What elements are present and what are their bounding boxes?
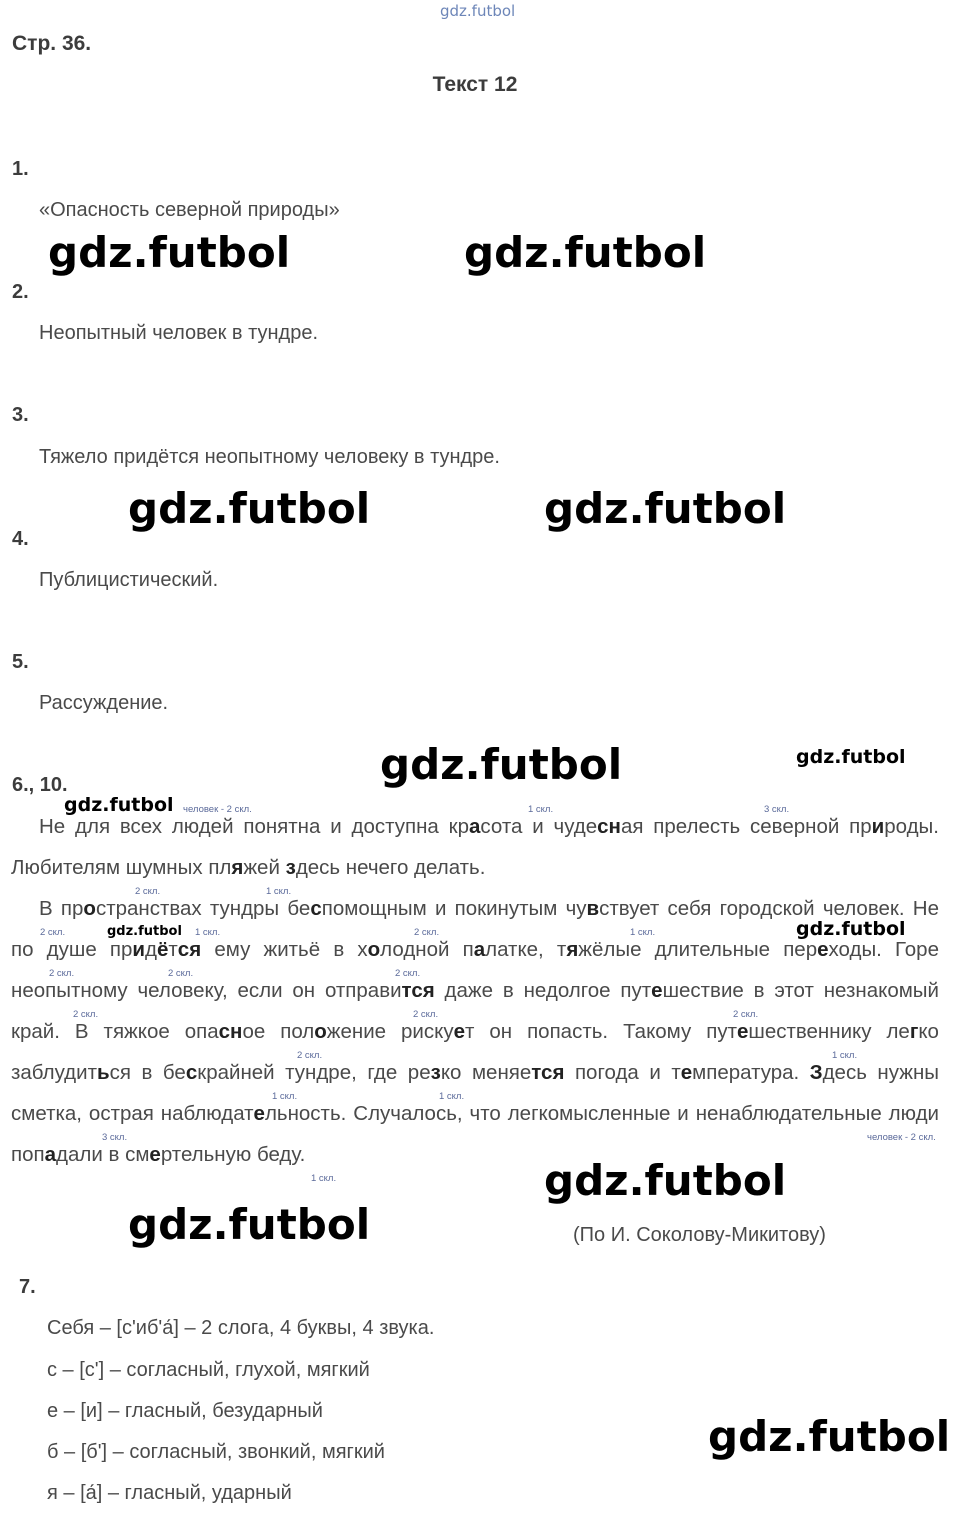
answer-3-text: Тяжело придётся неопытному человеку в тундре. (39, 446, 500, 468)
watermark: gdz.futbol (796, 746, 906, 768)
phonetic-line-s: с – [с'] – согласный, глухой, мягкий (47, 1359, 370, 1381)
highlighted-letters: и (132, 938, 146, 961)
text-segment: шественнику ле (748, 1020, 910, 1043)
declension-note: 3 скл. (102, 1132, 128, 1143)
highlighted-letters: а (44, 1143, 57, 1166)
text-title: Текст 12 (432, 73, 518, 96)
watermark: gdz.futbol (48, 228, 291, 277)
text-segment: помощным и покинутым чу (321, 897, 587, 920)
text-author: (По И. Соколову-Микитову) (573, 1224, 826, 1246)
highlighted-letters: ся (177, 938, 202, 961)
text-segment: д (145, 938, 157, 961)
watermark: gdz.futbol (64, 794, 174, 816)
declension-note: 1 скл. (630, 927, 656, 938)
text-segment: т он попасть. Такому пут (465, 1020, 737, 1043)
phonetic-summary: Себя – [с'иб'а́] – 2 слога, 4 буквы, 4 звука. (47, 1317, 435, 1339)
declension-note: 2 скл. (413, 1009, 439, 1020)
declension-note: 1 скл. (195, 927, 221, 938)
text-segment: десь нужны сметка, острая наблюдат (11, 1061, 939, 1125)
declension-note: 1 скл. (311, 1173, 337, 1184)
answer-4-text: Публицистический. (39, 569, 219, 591)
highlighted-letters: а (473, 938, 486, 961)
watermark: gdz.futbol (796, 918, 906, 940)
text-segment: лодной п (380, 938, 474, 961)
watermark: gdz.futbol (464, 228, 707, 277)
highlighted-letters: е (453, 1020, 465, 1043)
answer-1-number: 1. (12, 158, 29, 180)
declension-note: 2 скл. (49, 968, 75, 979)
text-segment: даже в недолгое пут (434, 979, 652, 1002)
paragraph-1-content (11, 815, 939, 879)
highlighted-letters: тся (401, 979, 435, 1002)
highlighted-letters: сн (218, 1020, 243, 1043)
highlighted-letters: а (469, 815, 481, 838)
answer-1-text: «Опасность северной природы» (39, 199, 340, 221)
text-segment: мпература. (692, 1061, 810, 1084)
highlighted-letters: е (736, 1020, 749, 1043)
phonetic-line-e: е – [и] – гласный, безударный (47, 1400, 323, 1422)
highlighted-letters: с (310, 897, 322, 920)
highlighted-letters: о (314, 1020, 327, 1043)
declension-note: 2 скл. (135, 886, 161, 897)
highlighted-letters: е (253, 1102, 265, 1125)
highlighted-letters: я (231, 856, 244, 879)
declension-note: человек - 2 скл. (867, 1132, 936, 1143)
text-segment: ся в бе (109, 1061, 186, 1084)
highlighted-letters: о (83, 897, 96, 920)
phonetic-line-ya: я – [а́] – гласный, ударный (47, 1482, 292, 1504)
highlighted-letters: сн (597, 815, 621, 838)
answer-3-number: 3. (12, 404, 29, 426)
answer-4-number: 4. (12, 528, 29, 550)
text-segment: крайней тундре, где ре (197, 1061, 431, 1084)
text-segment: десь нечего делать. (295, 856, 486, 879)
declension-note: 2 скл. (414, 927, 440, 938)
declension-note: 2 скл. (395, 968, 421, 979)
text-segment: жение риску (326, 1020, 454, 1043)
declension-note: 2 скл. (733, 1009, 759, 1020)
highlighted-letters: тся (531, 1061, 565, 1084)
highlighted-letters: з (430, 1061, 441, 1084)
text-segment: ртельную беду. (160, 1143, 306, 1166)
declension-note: 1 скл. (439, 1091, 465, 1102)
text-segment: странствах тундры бе (95, 897, 311, 920)
highlighted-letters: е (817, 938, 829, 961)
text-segment: ему житьё в х (201, 938, 368, 961)
declension-note: 1 скл. (528, 804, 554, 815)
text-segment: В пр (39, 897, 84, 920)
answer-5-text: Рассуждение. (39, 692, 169, 714)
watermark: gdz.futbol (128, 1200, 371, 1249)
task-6-number: 6., 10. (12, 774, 68, 796)
highlighted-letters: и (871, 815, 885, 838)
highlighted-letters: о (367, 938, 381, 961)
text-segment: латке, т (485, 938, 567, 961)
declension-note: 2 скл. (168, 968, 194, 979)
watermark: gdz.futbol (544, 1156, 787, 1205)
declension-note: 2 скл. (73, 1009, 99, 1020)
declension-note: 2 скл. (40, 927, 66, 938)
text-segment: т (168, 938, 178, 961)
highlighted-letters: з (285, 856, 296, 879)
highlighted-letters: с (185, 1061, 198, 1084)
text-segment: Не для всех людей понятна и доступна кр (39, 815, 470, 838)
watermark: gdz.futbol (544, 484, 787, 533)
text-segment: ходы. Горе неопытному человеку, если он отправи (11, 938, 939, 1002)
watermark: gdz.futbol (380, 740, 623, 789)
declension-note: 1 скл. (832, 1050, 858, 1061)
highlighted-letters: З (809, 1061, 823, 1084)
highlighted-letters: я (566, 938, 579, 961)
text-segment: ая прелесть северной пр (620, 815, 872, 838)
phonetic-line-b: б – [б'] – согласный, звонкий, мягкий (47, 1441, 385, 1463)
highlighted-letters: в (586, 897, 600, 920)
text-segment: роды. Любителям шумных пл (11, 815, 939, 879)
highlighted-letters: е (680, 1061, 693, 1084)
page-reference: Стр. 36. (12, 32, 92, 55)
highlighted-letters: е (149, 1143, 161, 1166)
declension-note: 1 скл. (272, 1091, 298, 1102)
declension-note: 2 скл. (297, 1050, 323, 1061)
watermark: gdz.futbol (128, 484, 371, 533)
task-7-number: 7. (19, 1276, 36, 1298)
highlighted-letters: ь (96, 1061, 110, 1084)
text-segment: ое пол (242, 1020, 315, 1043)
watermark: gdz.futbol (107, 924, 182, 939)
text-segment: жей (243, 856, 286, 879)
text-segment: сота и чуде (480, 815, 598, 838)
declension-note: человек - 2 скл. (183, 804, 252, 815)
answer-2-text: Неопытный человек в тундре. (39, 322, 319, 344)
highlighted-letters: е (651, 979, 663, 1002)
text-segment: льность. Случалось, что легкомысленные и ненаблюдательные люди поп (11, 1102, 939, 1166)
text-segment: ко заблудит (11, 1020, 939, 1084)
answer-2-number: 2. (12, 281, 29, 303)
text-segment: шествие в этот незнакомый край. В тяжкое опа (11, 979, 939, 1043)
declension-note: 1 скл. (266, 886, 292, 897)
text-segment: ко меняе (440, 1061, 532, 1084)
declension-note: 3 скл. (764, 804, 790, 815)
highlighted-letters: г (909, 1020, 919, 1043)
highlighted-letters: ё (157, 938, 169, 961)
text-segment: ствует себя городской человек. Не по душе пр (11, 897, 939, 961)
text-segment: погода и т (564, 1061, 681, 1084)
text-paragraph-1 (11, 806, 939, 888)
text-segment: дали в см (56, 1143, 150, 1166)
watermark-top: gdz.futbol (440, 2, 516, 20)
watermark: gdz.futbol (708, 1412, 951, 1461)
text-segment: жёлые длительные пер (578, 938, 818, 961)
answer-5-number: 5. (12, 651, 29, 673)
